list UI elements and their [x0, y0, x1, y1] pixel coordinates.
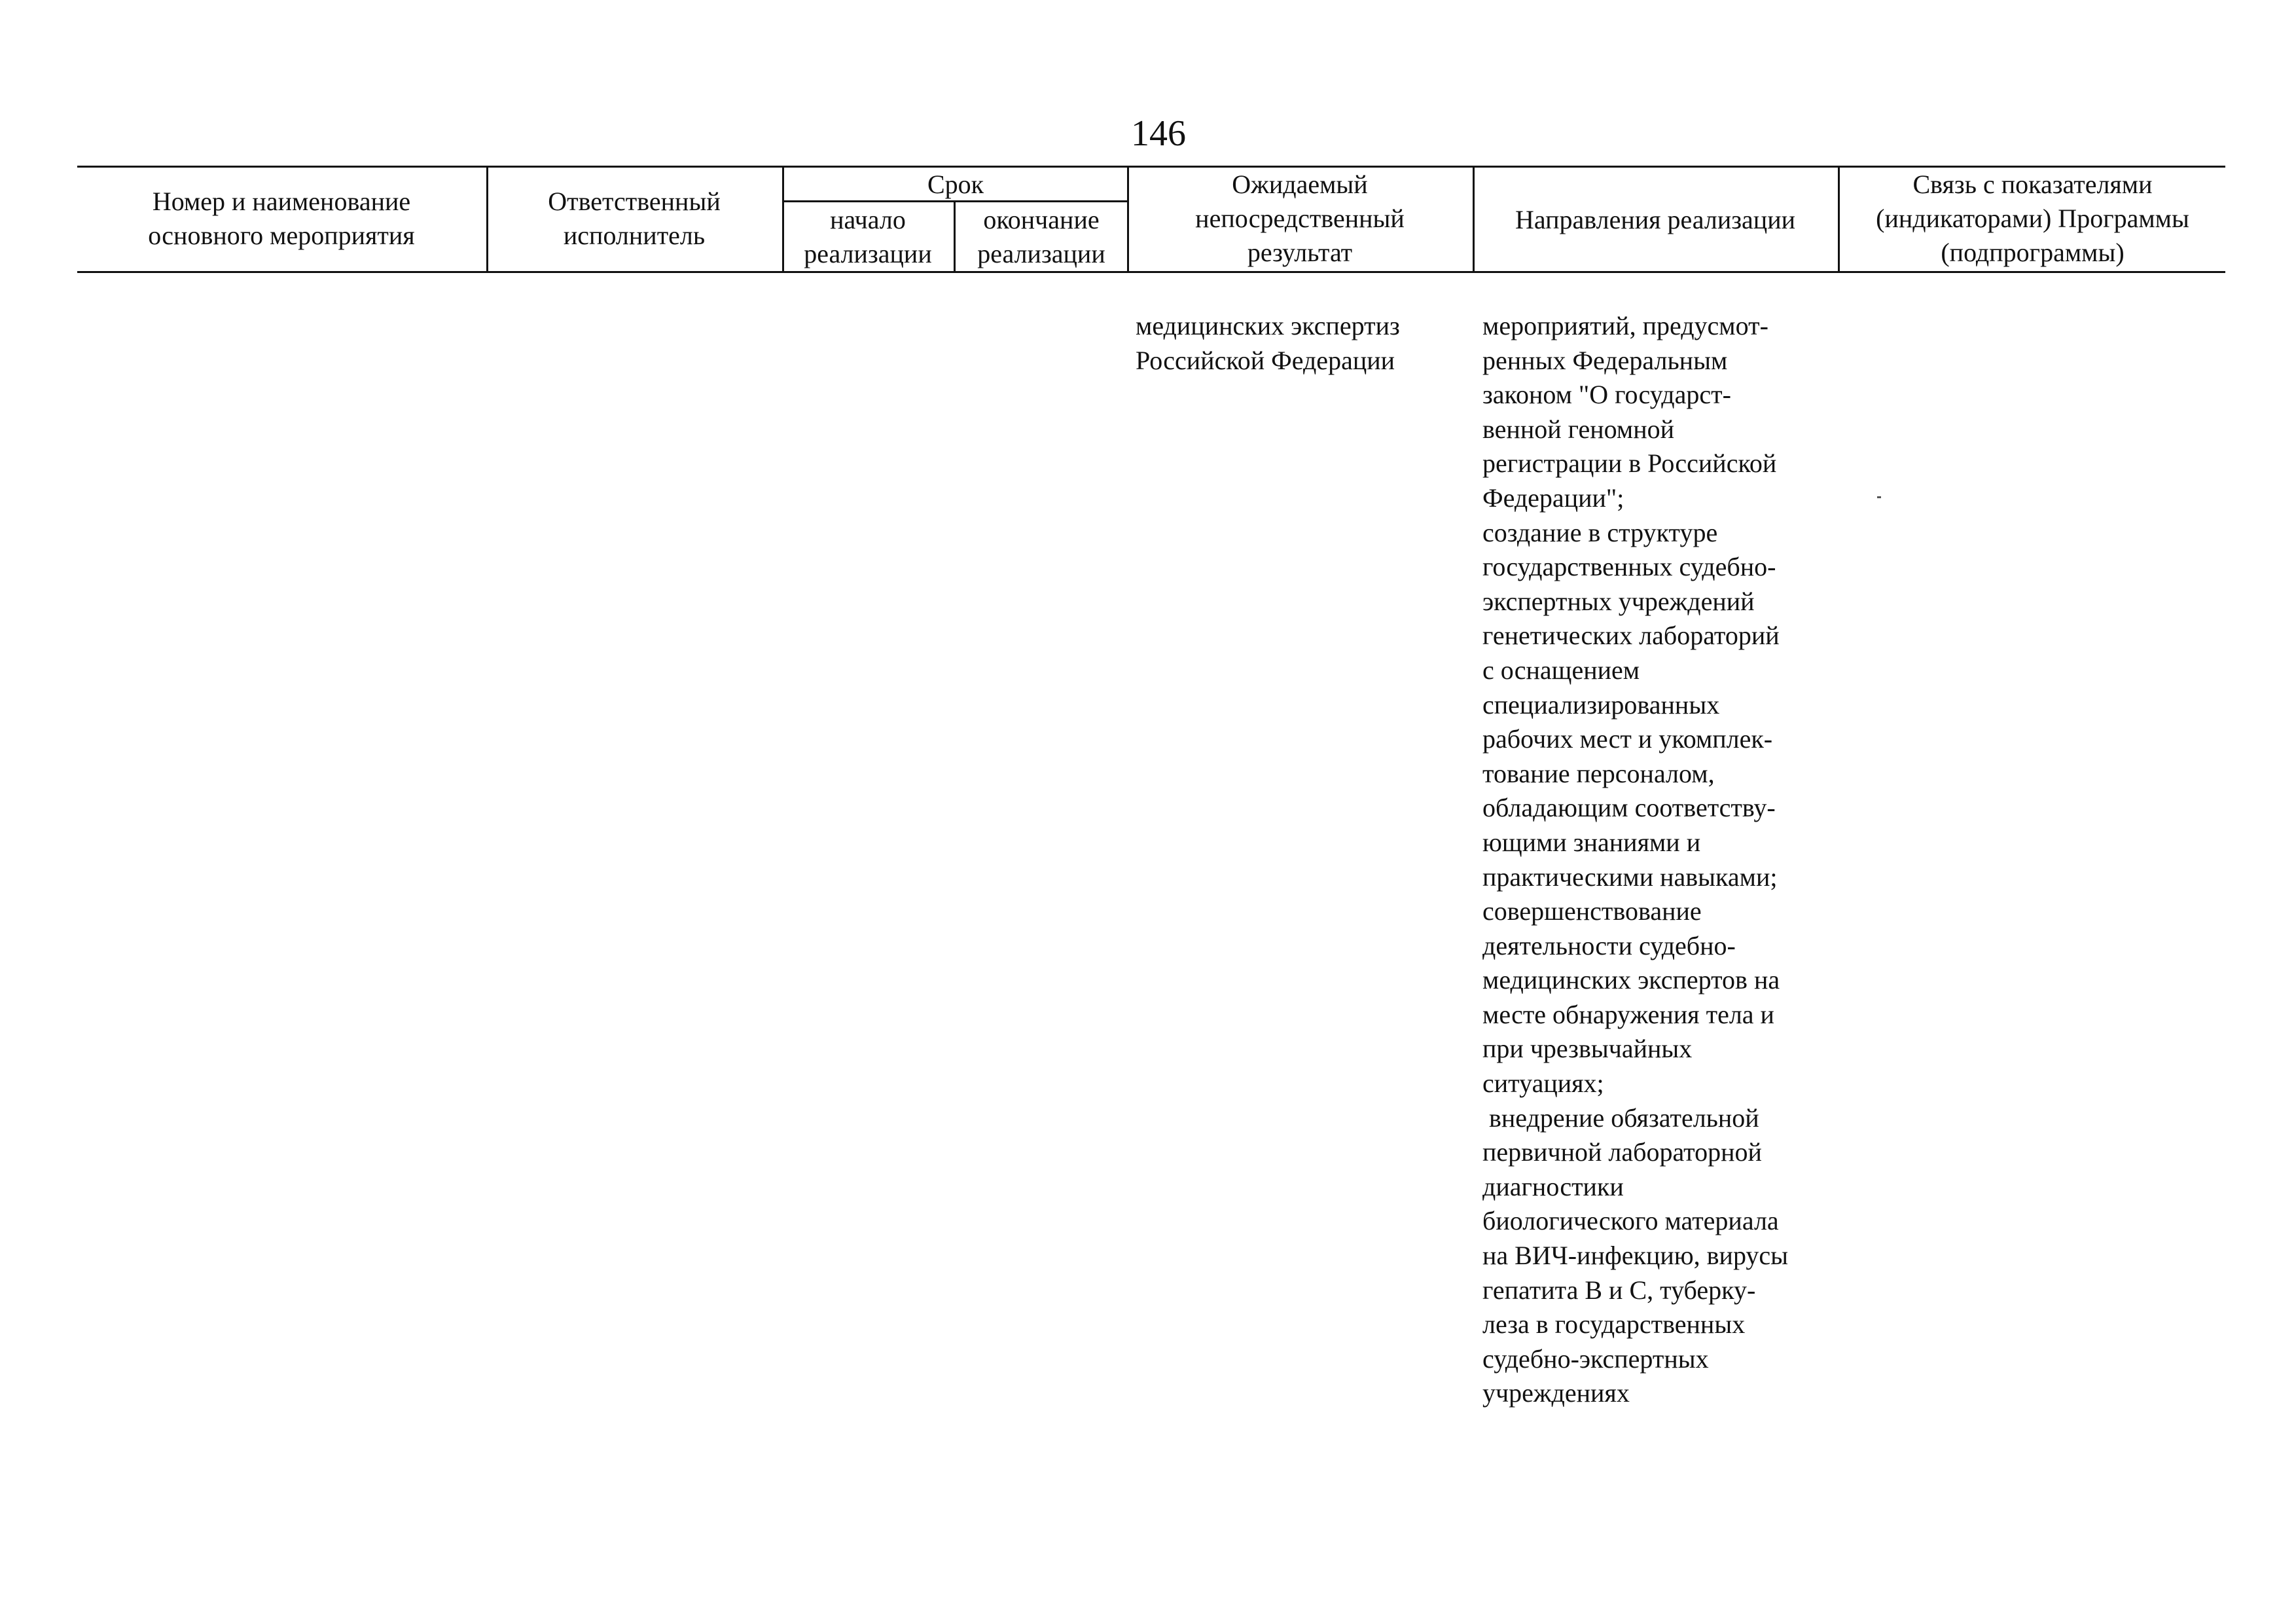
header-directions: Направления реализации — [1515, 205, 1796, 234]
header-expected-result: Ожидаемый непосредственный результат — [1195, 170, 1405, 267]
header-responsible: Ответственный исполнитель — [548, 187, 721, 250]
header-activity-name: Номер и наименование основного мероприятия — [148, 187, 415, 250]
header-end: окончание реализации — [977, 205, 1105, 268]
directions-text: мероприятий, предусмот- ренных Федеральным законом "О государст- венной геномной регистрации в Российской Федерации"; создание в структуре государственных судебно- экспертных учреждений генетических лабораторий с оснащением специализированных рабочих мест и укомплек- тование персоналом, обладающим соответству- ющими знаниями и практическими навыками; совершенствование деятельности судебно- медицинских экспертов на месте обнаружения тела и при чрезвычайных ситуациях; внедрение обязательной первичной лабораторной диагностики биологического материала на ВИЧ-инфекцию, вирусы гепатита В и С, туберку- леза в государственных судебно-экспертных учреждениях — [1482, 311, 1789, 1408]
table-header-bottom-rule — [77, 271, 2225, 273]
page-number: 146 — [1131, 113, 1186, 154]
scan-artifact — [1877, 496, 1881, 498]
expected-result-text: медицинских экспертиз Российской Федерации — [1136, 311, 1400, 375]
header-srok: Срок — [927, 170, 984, 199]
header-start: начало реализации — [804, 205, 932, 268]
header-indicators-link: Связь с показателями (индикаторами) Программы (подпрограммы) — [1876, 170, 2189, 267]
